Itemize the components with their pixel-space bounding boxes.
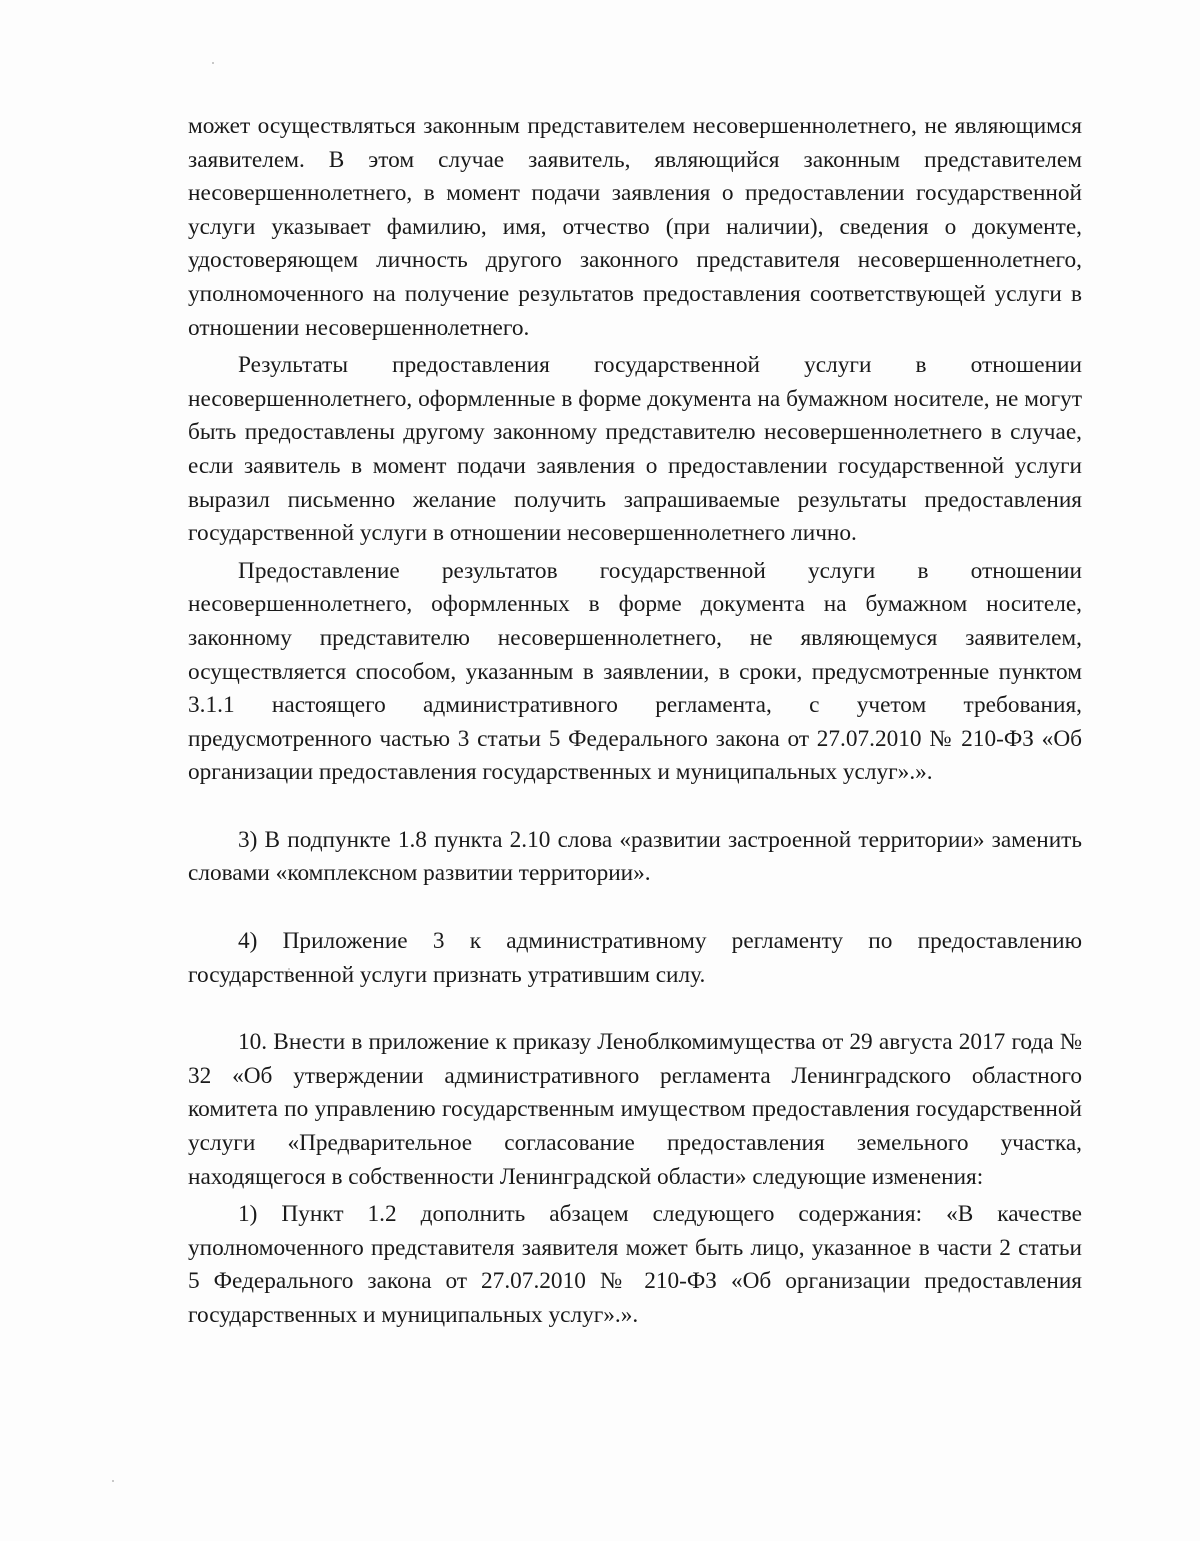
scan-speck — [112, 1480, 114, 1482]
paragraph-item-10: 10. Внести в приложение к приказу Леноблкомимущества от 29 августа 2017 года № 32 «Об утверждении административного регламента Ленинградского областного комитета по управлению государственным имуществом предоставления государственной услуги «Предварительное согласование предоставления земельного участка, находящегося в собственности Ленинградской области» следующие изменения: — [188, 1029, 1082, 1190]
paragraph-item-3: 3) В подпункте 1.8 пункта 2.10 слова «развитии застроенной территории» заменить словами «комплексном развитии территории». — [188, 826, 1082, 887]
paragraph-results: Результаты предоставления государственной услуги в отношении несовершеннолетнего, оформленные в форме документа на бумажном носителе, не могут быть предоставлены другому законному представителю несовершеннолетнего в случае, если заявитель в момент подачи заявления о предоставлении государственной услуги выразил письменно желание получить запрашиваемые результаты предоставления государственной услуги в отношении несовершеннолетнего лично. — [188, 352, 1082, 547]
document-body — [188, 110, 1082, 1333]
paragraph-continuation: может осуществляться законным представителем несовершеннолетнего, не являющимся заявителем. В этом случае заявитель, являющийся законным представителем несовершеннолетнего, в момент подачи заявления о предоставлении государственной услуги указывает фамилию, имя, отчество (при наличии), сведения о документе, удостоверяющем личность другого законного представителя несовершеннолетнего, уполномоченного на получение результатов предоставления соответствующей услуги в отношении несовершеннолетнего. — [188, 113, 1082, 341]
paragraph-item-4: 4) Приложение 3 к административному регламенту по предоставлению государственной услуги признать утратившим силу. — [188, 928, 1082, 988]
paragraph-item-1: 1) Пункт 1.2 дополнить абзацем следующего содержания: «В качестве уполномоченного представителя заявителя может быть лицо, указанное в части 2 статьи 5 Федерального закона от 27.07.2010 № 210-ФЗ «Об организации предоставления государственных и муниципальных услуг».». — [188, 1201, 1082, 1328]
scan-speck — [212, 62, 214, 64]
paragraph-provision: Предоставление результатов государственной услуги в отношении несовершеннолетнего, оформленных в форме документа на бумажном носителе, законному представителю несовершеннолетнего, не являющемуся заявителем, осуществляется способом, указанным в заявлении, в сроки, предусмотренные пунктом 3.1.1 настоящего административного регламента, с учетом требования, предусмотренного частью 3 статьи 5 Федерального закона от 27.07.2010 № 210-ФЗ «Об организации предоставления государственных и муниципальных услуг».». — [188, 557, 1082, 786]
